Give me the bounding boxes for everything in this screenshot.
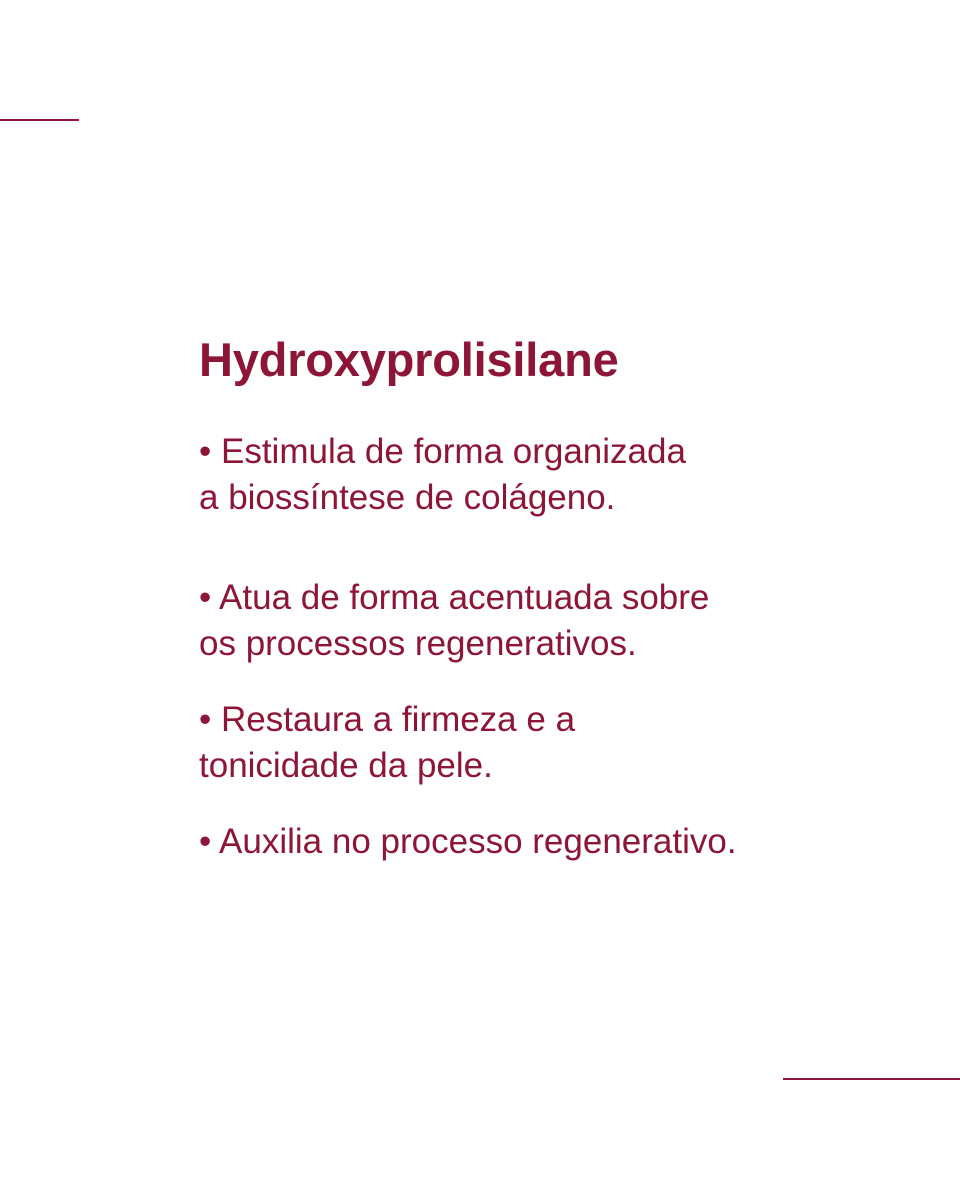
bottom-right-divider <box>783 1078 960 1080</box>
benefit-line: a biossíntese de colágeno. <box>199 478 616 517</box>
benefit-item <box>199 575 859 667</box>
benefits-list <box>199 429 859 865</box>
top-left-divider <box>0 119 79 121</box>
benefit-item <box>199 819 859 865</box>
benefit-line: • Restaura a firmeza e a <box>199 700 576 739</box>
benefit-line: os processos regenerativos. <box>199 624 637 663</box>
benefit-line: tonicidade da pele. <box>199 746 493 785</box>
ingredient-title: Hydroxyprolisilane <box>199 333 619 386</box>
benefit-item <box>199 429 859 521</box>
benefit-line: • Atua de forma acentuada sobre <box>199 578 710 617</box>
benefit-item <box>199 697 859 789</box>
benefits-card <box>199 330 859 865</box>
benefit-line: • Estimula de forma organizada <box>199 432 686 471</box>
benefit-line: • Auxilia no processo regenerativo. <box>199 822 737 861</box>
